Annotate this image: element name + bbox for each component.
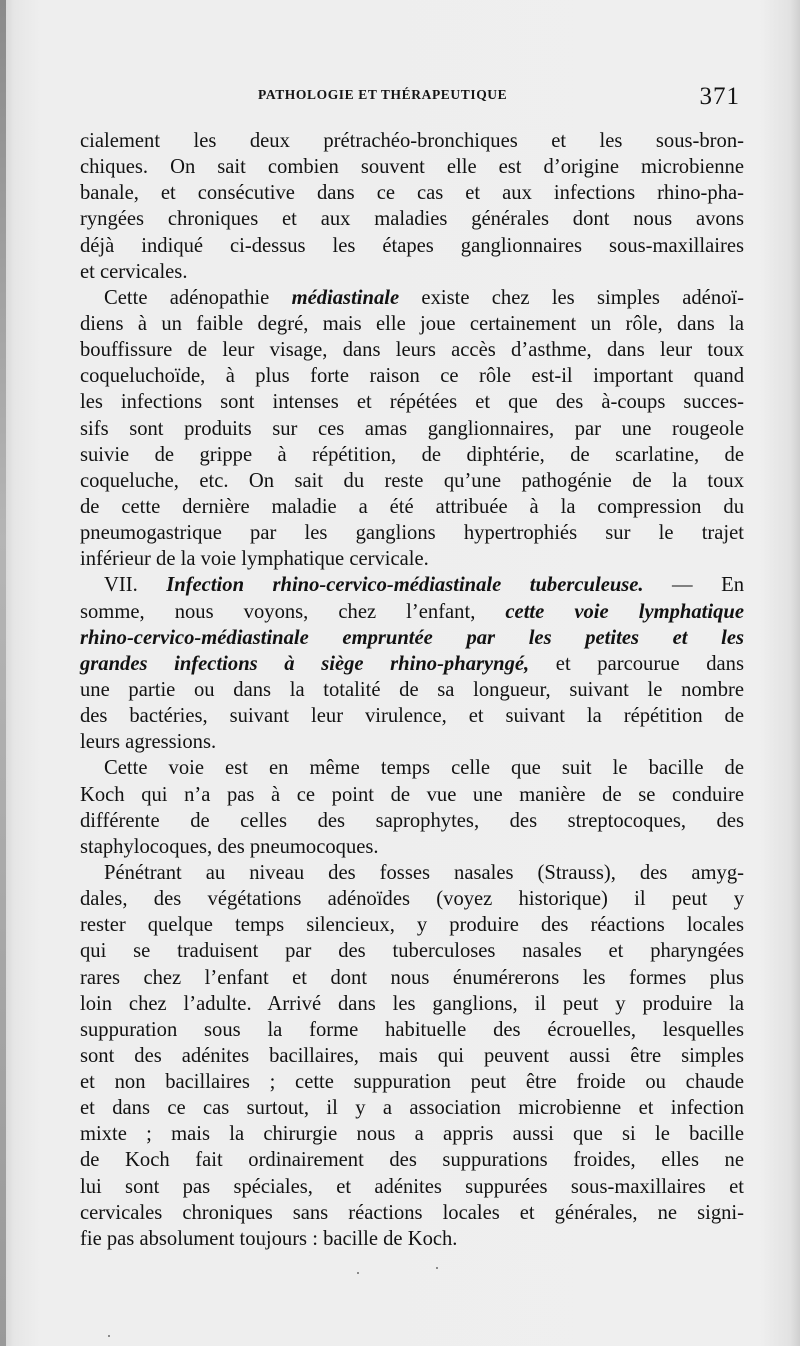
paper-speck	[357, 1272, 359, 1274]
text-segment: les infections sont intenses et répétées et que des à-coups succes-	[80, 391, 744, 414]
text-line	[80, 860, 744, 886]
text-line	[80, 1017, 744, 1043]
text-segment: qui se traduisent par des tuberculoses nasales et pharyngées	[80, 940, 744, 963]
text-segment: suppuration sous la forme habituelle des écrouelles, lesquelles	[80, 1018, 744, 1041]
page-number: 371	[699, 83, 740, 110]
text-line	[80, 1147, 744, 1173]
text-segment: différente de celles des saprophytes, des streptocoques, des	[80, 809, 744, 832]
text-line	[80, 259, 744, 285]
text-segment: leurs agressions.	[80, 731, 217, 754]
text-line	[80, 1226, 744, 1252]
italic-text-segment: grandes infections à siège rhino-pharyngé,	[80, 652, 530, 675]
text-segment: dales, des végétations adénoïdes (voyez historique) il peut y	[80, 888, 744, 911]
text-segment: cervicales chroniques sans réactions locales et générales, ne signi-	[80, 1201, 744, 1224]
text-line	[80, 233, 744, 259]
text-segment: et cervicales.	[80, 260, 188, 283]
text-line	[80, 703, 744, 729]
text-line	[80, 311, 744, 337]
text-line	[80, 416, 744, 442]
text-segment: pneumogastrique par les ganglions hypertrophiés sur le trajet	[80, 522, 744, 545]
text-segment: Cette adénopathie	[104, 286, 292, 309]
text-line	[80, 677, 744, 703]
paper-speck	[436, 1267, 438, 1269]
text-line	[80, 468, 744, 494]
body-text	[80, 128, 744, 1252]
text-segment: mixte ; mais la chirurgie nous a appris aussi que si le bacille	[80, 1123, 744, 1146]
text-line	[80, 1174, 744, 1200]
text-segment: Koch qui n’a pas à ce point de vue une manière de se conduire	[80, 783, 744, 806]
text-line	[80, 1200, 744, 1226]
text-line	[80, 1121, 744, 1147]
text-segment: sifs sont produits sur ces amas ganglionnaires, par une rougeole	[80, 417, 744, 440]
text-line	[80, 520, 744, 546]
text-line	[80, 546, 744, 572]
italic-text-segment: cette voie lymphatique	[505, 600, 744, 623]
text-line	[80, 729, 744, 755]
text-line	[80, 154, 744, 180]
text-line	[80, 206, 744, 232]
text-line	[80, 337, 744, 363]
text-line	[80, 834, 744, 860]
text-line	[80, 1069, 744, 1095]
text-segment: staphylocoques, des pneumocoques.	[80, 835, 379, 858]
text-segment: une partie ou dans la totalité de sa longueur, suivant le nombre	[80, 678, 744, 701]
running-title: PATHOLOGIE ET THÉRAPEUTIQUE	[258, 87, 508, 102]
text-line	[80, 494, 744, 520]
text-segment: — En	[643, 574, 744, 597]
text-segment: des bactéries, suivant leur virulence, et suivant la répétition de	[80, 705, 744, 728]
text-segment: de cette dernière maladie a été attribuée à la compression du	[80, 495, 744, 518]
text-line	[80, 1043, 744, 1069]
text-line	[80, 180, 744, 206]
text-segment: banale, et consécutive dans ce cas et aux infections rhino-pha-	[80, 182, 744, 205]
text-segment: coqueluche, etc. On sait du reste qu’une pathogénie de la toux	[80, 469, 744, 492]
text-line	[80, 1095, 744, 1121]
text-segment: fie pas absolument toujours : bacille de Koch.	[80, 1227, 458, 1250]
text-line	[80, 599, 744, 625]
text-line	[80, 755, 744, 781]
text-line	[80, 389, 744, 415]
text-segment: de Koch fait ordinairement des suppurations froides, elles ne	[80, 1149, 744, 1172]
text-segment: coqueluchoïde, à plus forte raison ce rôle est-il important quand	[80, 365, 744, 388]
text-segment: et dans ce cas surtout, il y a association microbienne et infection	[80, 1097, 744, 1120]
text-line	[80, 808, 744, 834]
paper-speck	[108, 1335, 110, 1337]
text-segment: VII.	[104, 574, 167, 597]
text-line	[80, 363, 744, 389]
text-line	[80, 938, 744, 964]
text-segment: cialement les deux prétrachéo-bronchiques et les sous-bron-	[80, 130, 744, 152]
text-segment: chiques. On sait combien souvent elle est d’origine microbienne	[80, 156, 744, 179]
text-segment: somme, nous voyons, chez l’enfant,	[80, 600, 506, 623]
text-line	[80, 625, 744, 651]
page-spine-shadow	[0, 0, 6, 1346]
text-line	[80, 285, 744, 311]
text-segment: sont des adénites bacillaires, mais qui peuvent aussi être simples	[80, 1044, 744, 1067]
text-segment: lui sont pas spéciales, et adénites suppurées sous-maxillaires et	[80, 1175, 744, 1198]
text-line	[80, 442, 744, 468]
text-segment: existe chez les simples adénoï-	[399, 286, 744, 309]
running-head	[78, 83, 742, 113]
text-segment: diens à un faible degré, mais elle joue certainement un rôle, dans la	[80, 312, 744, 335]
text-segment: suivie de grippe à répétition, de diphtérie, de scarlatine, de	[80, 443, 744, 466]
text-segment: rester quelque temps silencieux, y produire des réactions locales	[80, 914, 744, 937]
italic-text-segment: rhino-cervico-médiastinale empruntée par les petites et les	[80, 626, 744, 649]
text-line	[80, 991, 744, 1017]
italic-text-segment: médiastinale	[291, 286, 400, 309]
text-segment: Pénétrant au niveau des fosses nasales (Strauss), des amyg-	[104, 861, 744, 884]
text-segment: loin chez l’adulte. Arrivé dans les ganglions, il peut y produire la	[80, 992, 744, 1015]
text-line	[80, 782, 744, 808]
text-segment: Cette voie est en même temps celle que suit le bacille de	[104, 757, 744, 780]
text-line	[80, 886, 744, 912]
text-line	[80, 912, 744, 938]
italic-text-segment: Infection rhino-cervico-médiastinale tuberculeuse.	[166, 574, 644, 597]
text-segment: bouffissure de leur visage, dans leurs accès d’asthme, dans leur toux	[80, 339, 744, 362]
text-segment: et non bacillaires ; cette suppuration peut être froide ou chaude	[80, 1071, 744, 1094]
text-segment: inférieur de la voie lymphatique cervicale.	[80, 548, 429, 571]
text-segment: et parcourue dans	[529, 652, 744, 675]
text-segment: déjà indiqué ci-dessus les étapes ganglionnaires sous-maxillaires	[80, 234, 744, 257]
text-line	[80, 572, 744, 598]
text-line	[80, 965, 744, 991]
text-segment: rares chez l’enfant et dont nous énumérerons les formes plus	[80, 966, 744, 989]
text-segment: ryngées chroniques et aux maladies générales dont nous avons	[80, 208, 744, 231]
text-line	[80, 651, 744, 677]
text-line	[80, 128, 744, 154]
